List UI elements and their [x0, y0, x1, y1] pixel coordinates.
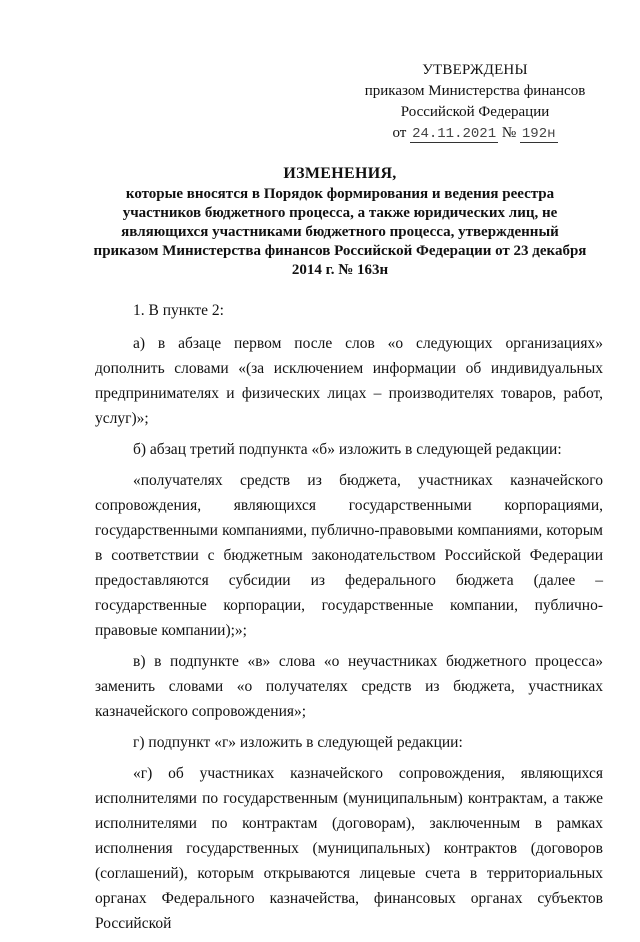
paragraph-7: «г) об участниках казначейского сопровождения, являющихся исполнителями по государственным (муниципальным) контрактам, а также исполнителями по контрактам (договорам), заключенным в рамках исполнения государственных (муниципальных) контрактов (договоров (соглашений), которым открываются лицевые счета в территориальных органах Федерального казначейства, финансовых органах субъектов Российской [95, 765, 603, 932]
approval-date-prefix: от [392, 125, 407, 141]
approval-date-line [340, 123, 610, 145]
approval-block [340, 60, 610, 145]
approval-heading: УТВЕРЖДЕНЫ [422, 62, 528, 78]
paragraph-2: а) в абзаце первом после слов «о следующих организациях» дополнить словами «(за исключением информации об индивидуальных предпринимателях и физических лицах – производителях товаров, работ, услуг)»; [95, 335, 603, 427]
paragraph-5: в) в подпункте «в» слова «о неучастниках бюджетного процесса» заменить словами «о получателях средств из бюджета, участниках казначейского сопровождения»; [95, 653, 603, 720]
approval-line-federation: Российской Федерации [400, 104, 550, 120]
document-title [90, 164, 590, 280]
approval-line-ministry: приказом Министерства финансов [364, 83, 586, 99]
paragraph-4: «получателях средств из бюджета, участниках казначейского сопровождения, являющихся государственными корпорациями, государственными компаниями, публично-правовыми компаниями, которым в соответствии с бюджетным законодательством Российской Федерации предоставляются субсидии из федерального бюджета (далее – государственные корпорации, государственные компании, публично-правовые компании);»; [95, 472, 603, 639]
paragraph-3: б) абзац третий подпункта «б» изложить в следующей редакции: [133, 441, 562, 458]
paragraph-6: г) подпункт «г» изложить в следующей редакции: [133, 734, 463, 751]
approval-number-sign: № [501, 125, 517, 141]
paragraph-1: 1. В пункте 2: [133, 302, 224, 319]
title-subtitle: которые вносятся в Порядок формирования и ведения реестра участников бюджетного процесса, а также юридических лиц, не являющихся участниками бюджетного процесса, утвержденный приказом Министерства финансов Российской Федерации от 23 декабря 2014 г. № 163н [93, 186, 587, 278]
title-main: ИЗМЕНЕНИЯ, [283, 165, 397, 182]
document-body [95, 298, 603, 942]
approval-number: 192н [521, 126, 556, 142]
approval-date: 24.11.2021 [412, 126, 497, 142]
